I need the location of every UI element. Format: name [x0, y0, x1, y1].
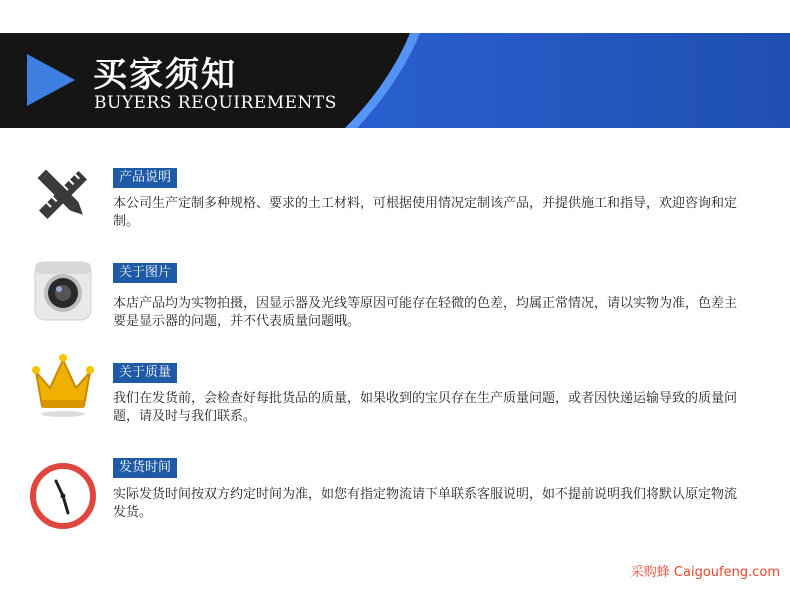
- desc-product-info: 本公司生产定制多种规格、要求的土工材料，可根据使用情况定制该产品，并提供施工和指导，欢迎咨询和定制。: [113, 196, 738, 229]
- desc-shipping-time: 实际发货时间按双方约定时间为准，如您有指定物流请下单联系客服说明，如不提前说明我们将默认原定物流发货。: [113, 487, 738, 520]
- desc-about-pictures: 本店产品均为实物拍摄，因显示器及光线等原因可能存在轻微的色差，均属正常情况，请以实物为准，色差主要是显示器的问题，并不代表质量问题哦。: [113, 296, 738, 329]
- tag-product-info: 产品说明: [113, 168, 177, 188]
- crown-icon: [28, 350, 98, 420]
- pencil-ruler-icon: [28, 160, 98, 230]
- clock-icon: [28, 461, 98, 531]
- tag-shipping-time: 发货时间: [113, 458, 177, 478]
- header-banner: [0, 33, 790, 128]
- watermark: 采购蜂 Caigoufeng.com: [630, 565, 780, 580]
- desc-about-quality: 我们在发货前，会检查好每批货品的质量，如果收到的宝贝存在生产质量问题，或者因快递运输导致的质量问题，请及时与我们联系。: [113, 391, 738, 424]
- tag-about-quality: 关于质量: [113, 363, 177, 383]
- banner-subtitle: BUYERS REQUIREMENTS: [94, 93, 337, 113]
- camera-icon: [28, 255, 98, 325]
- tag-about-pictures: 关于图片: [113, 263, 177, 283]
- banner-title: 买家须知: [93, 55, 237, 95]
